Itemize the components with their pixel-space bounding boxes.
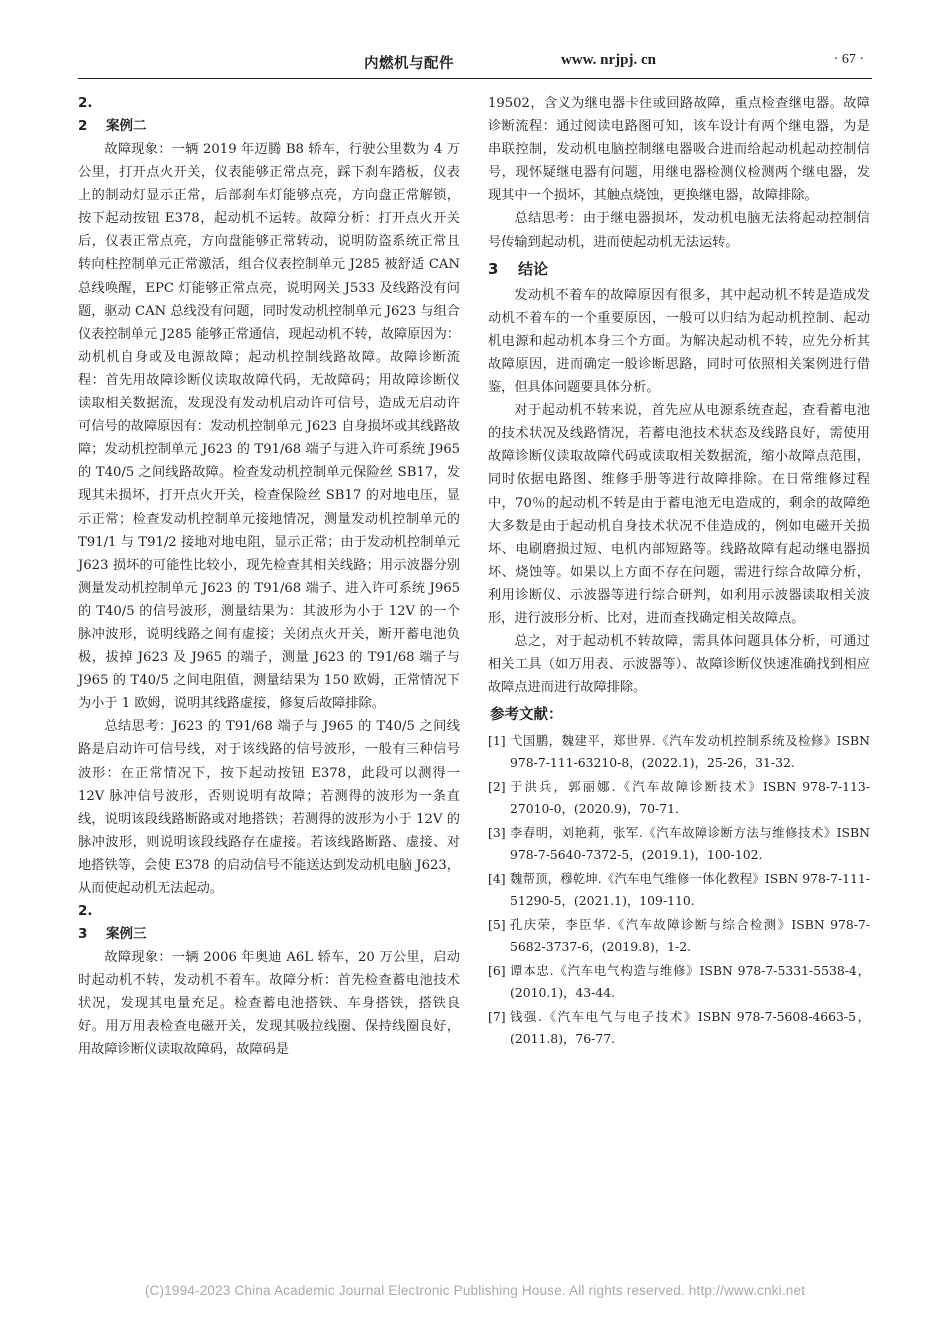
reference-text: 于洪兵，郭丽娜.《汽车故障诊断技术》ISBN 978-7-113-27010-0，(2020.9)，70-71. bbox=[510, 779, 870, 816]
reference-item bbox=[488, 914, 870, 957]
section-number: 2. 3 bbox=[78, 903, 93, 943]
reference-text: 孔庆荣，李臣华.《汽车故障诊断与综合检测》ISBN 978-7-5682-3737-6，(2019.8)，1-2. bbox=[510, 917, 870, 954]
conclusion-paragraph-3: 总之，对于起动机不转故障，需具体问题具体分析，可通过相关工具（如万用表、示波器等）、故障诊断仪快速准确找到相应故障点进而进行故障排除。 bbox=[488, 634, 870, 696]
reference-number: [1] bbox=[488, 733, 506, 749]
conclusion-paragraph-1: 发动机不着车的故障原因有很多，其中起动机不转是造成发动机不着车的一个重要原因，一般可以归结为起动机控制、起动机电源和起动机本身三个方面。为解决起动机不转，应先分析其故障原因，进而确定一般诊断思路，同时可依照相关案例进行借鉴，但具体问题要具体分析。 bbox=[488, 287, 870, 396]
left-column bbox=[78, 92, 460, 1062]
section-title: 案例三 bbox=[106, 926, 147, 943]
reference-number: [3] bbox=[488, 825, 506, 841]
page-number: · 67 · bbox=[833, 52, 864, 67]
case2-summary: 总结思考：J623 的 T91/68 端子与 J965 的 T40/5 之间线路是启动许可信号线，对于该线路的信号波形，一般有三种信号波形：在正常情况下，按下起动按钮 E378，此段可以测得一 12V 脉冲信号波形，否则说明有故障；若测得的波形为一条直线，说明该段线路断路或对地搭铁；若测得的波形为小于 12V 的脉冲波形，则说明该段线路存在虚接。若该线路断路、虚接、对地搭铁等，会使 E378 的启动信号不能送达到发动机电脑 J623，从而使起动机无法起动。 bbox=[78, 719, 460, 896]
header-rule bbox=[78, 78, 872, 79]
section-title: 案例二 bbox=[106, 118, 147, 134]
reference-text: 弋国鹏，魏建平，郑世界.《汽车发动机控制系统及检修》ISBN 978-7-111-63210-8，(2022.1)，25-26，31-32. bbox=[510, 733, 870, 770]
reference-number: [5] bbox=[488, 917, 506, 933]
section-3-heading bbox=[488, 256, 870, 283]
section-2-2-heading bbox=[78, 92, 460, 138]
journal-url[interactable]: www. nrjpj. cn bbox=[561, 52, 657, 68]
reference-number: [6] bbox=[488, 963, 506, 979]
copyright-footer: (C)1994-2023 China Academic Journal Electronic Publishing House. All rights reserved. http://www.cnki.net bbox=[144, 1283, 806, 1298]
case2-paragraph-1: 故障现象：一辆 2019 年迈腾 B8 轿车，行驶公里数为 4 万公里，打开点火开关，仪表能够正常点亮，踩下刹车踏板，仪表上的制动灯显示正常，后部刹车灯能够点亮，方向盘正常解锁，按下起动按钮 E378，起动机不运转。故障分析：打开点火开关后，仪表正常点亮，方向盘能够正常转动，说明防盗系统正常且转向柱控制单元正常激活，组合仪表控制单元 J285 被舒适 CAN 总线唤醒，EPC 灯能够正常点亮，说明网关 J533 及线路没有问题，驱动 CAN 总线没有问题，同时发动机控制单元 J623 与组合仪表控制单元 J285 能够正常通信，现起动机不转，故障原因为：动机机自身或及电源故障；起动机控制线路故障。故障诊断流程：首先用故障诊断仪读取故障代码，无故障码；用故障诊断仪读取相关数据流，发现没有发动机启动许可信号，造成无启动许可信号的故障原因有：发动机控制单元 J623 自身损坏或其线路故障；发动机控制单元 J623 的 T91/68 端子与进入许可系统 J965 的 T40/5 之间线路故障。检查发动机控制单元保险丝 SB17，发现其未损坏，打开点火开关，检查保险丝 SB17 的对地电压，显示正常；检查发动机控制单元接地情况，测量发动机控制单元的 T91/1 与 T91/2 接地对地电阻，显示正常；由于发动机控制单元 J623 损坏的可能性比较小，现先检查其相关线路；用示波器分别测量发动机控制单元 J623 的 T91/68 端子、进入许可系统 J965 的 T40/5 的信号波形，测量结果为：其波形为小于 12V 的一个脉冲波形，说明线路之间有虚接；关闭点火开关，断开蓄电池负极，拔掉 J623 及 J965 的端子，测量 J623 的 T91/68 端子与 J965 的 T40/5 之间电阻值，测量结果为 150 欧姆，正常情况下为小于 1 欧姆，说明其线路虚接，修复后故障排除。 bbox=[78, 142, 460, 712]
reference-item bbox=[488, 868, 870, 911]
section-2-3-heading bbox=[78, 900, 460, 946]
right-column bbox=[488, 92, 870, 1052]
section-number: 3 bbox=[488, 259, 499, 278]
case3-continued: 19502，含义为继电器卡住或回路故障，重点检查继电器。故障诊断流程：通过阅读电路图可知，该车设计有两个继电器，为是串联控制，发动机电脑控制继电器吸合进而给起动机起动控制信号，现怀疑继电器有问题，用继电器检测仪检测两个继电器，发现其中一个损坏，其触点烧蚀，更换继电器，故障排除。 bbox=[488, 96, 870, 204]
case3-summary: 总结思考：由于继电器损坏，发动机电脑无法将起动控制信号传输到起动机，进而使起动机无法运转。 bbox=[488, 211, 870, 250]
case3-paragraph: 故障现象：一辆 2006 年奥迪 A6L 轿车，20 万公里，启动时起动机不转，发动机不着车。故障分析：首先检查蓄电池技术状况，发现其电量充足。检查蓄电池搭铁、车身搭铁，搭铁良好。用万用表检查电磁开关，发现其吸拉线圈、保持线圈良好，用故障诊断仪读取故障码，故障码是 bbox=[78, 950, 460, 1058]
journal-title: 内燃机与配件 bbox=[364, 56, 454, 72]
reference-item bbox=[488, 822, 870, 865]
reference-item bbox=[488, 730, 870, 773]
reference-number: [7] bbox=[488, 1009, 506, 1025]
reference-item bbox=[488, 1006, 870, 1049]
reference-text: 谭本忠.《汽车电气构造与维修》ISBN 978-7-5331-5538-4，(2010.1)，43-44. bbox=[510, 963, 870, 1000]
reference-item bbox=[488, 776, 870, 819]
reference-item bbox=[488, 960, 870, 1003]
reference-number: [2] bbox=[488, 779, 506, 795]
section-number: 2. 2 bbox=[78, 95, 93, 134]
reference-text: 钱强.《汽车电气与电子技术》ISBN 978-7-5608-4663-5，(2011.8)，76-77. bbox=[510, 1009, 870, 1046]
reference-number: [4] bbox=[488, 871, 506, 887]
page-header bbox=[78, 50, 872, 76]
reference-text: 李春明，刘艳莉，张军.《汽车故障诊断方法与维修技术》ISBN 978-7-5640-7372-5，(2019.1)，100-102. bbox=[510, 825, 870, 862]
conclusion-paragraph-2: 对于起动机不转来说，首先应从电源系统查起，查看蓄电池的技术状况及线路情况，若蓄电池技术状态及线路良好，需使用故障诊断仪读取故障代码或读取相关数据流，缩小故障点范围，同时依据电路图、维修手册等进行故障排除。在日常维修过程中，70％的起动机不转是由于蓄电池无电造成的，剩余的故障绝大多数是由于起动机自身技术状况不佳造成的，例如电磁开关损坏、电刷磨损过短、电机内部短路等。线路故障有起动继电器损坏、烧蚀等。如果以上方面不存在问题，需进行综合故障分析，利用诊断仪、示波器等进行综合研判，如利用示波器读取相关波形，进行波形分析、比对，进而查找确定相关故障点。 bbox=[488, 403, 870, 626]
references-list bbox=[488, 730, 870, 1049]
references-title: 参考文献： bbox=[490, 707, 563, 724]
section-title: 结论 bbox=[518, 259, 549, 278]
reference-text: 魏帮顶，穆乾坤.《汽车电气维修一体化教程》ISBN 978-7-111-51290-5，(2021.1)，109-110. bbox=[510, 871, 870, 908]
